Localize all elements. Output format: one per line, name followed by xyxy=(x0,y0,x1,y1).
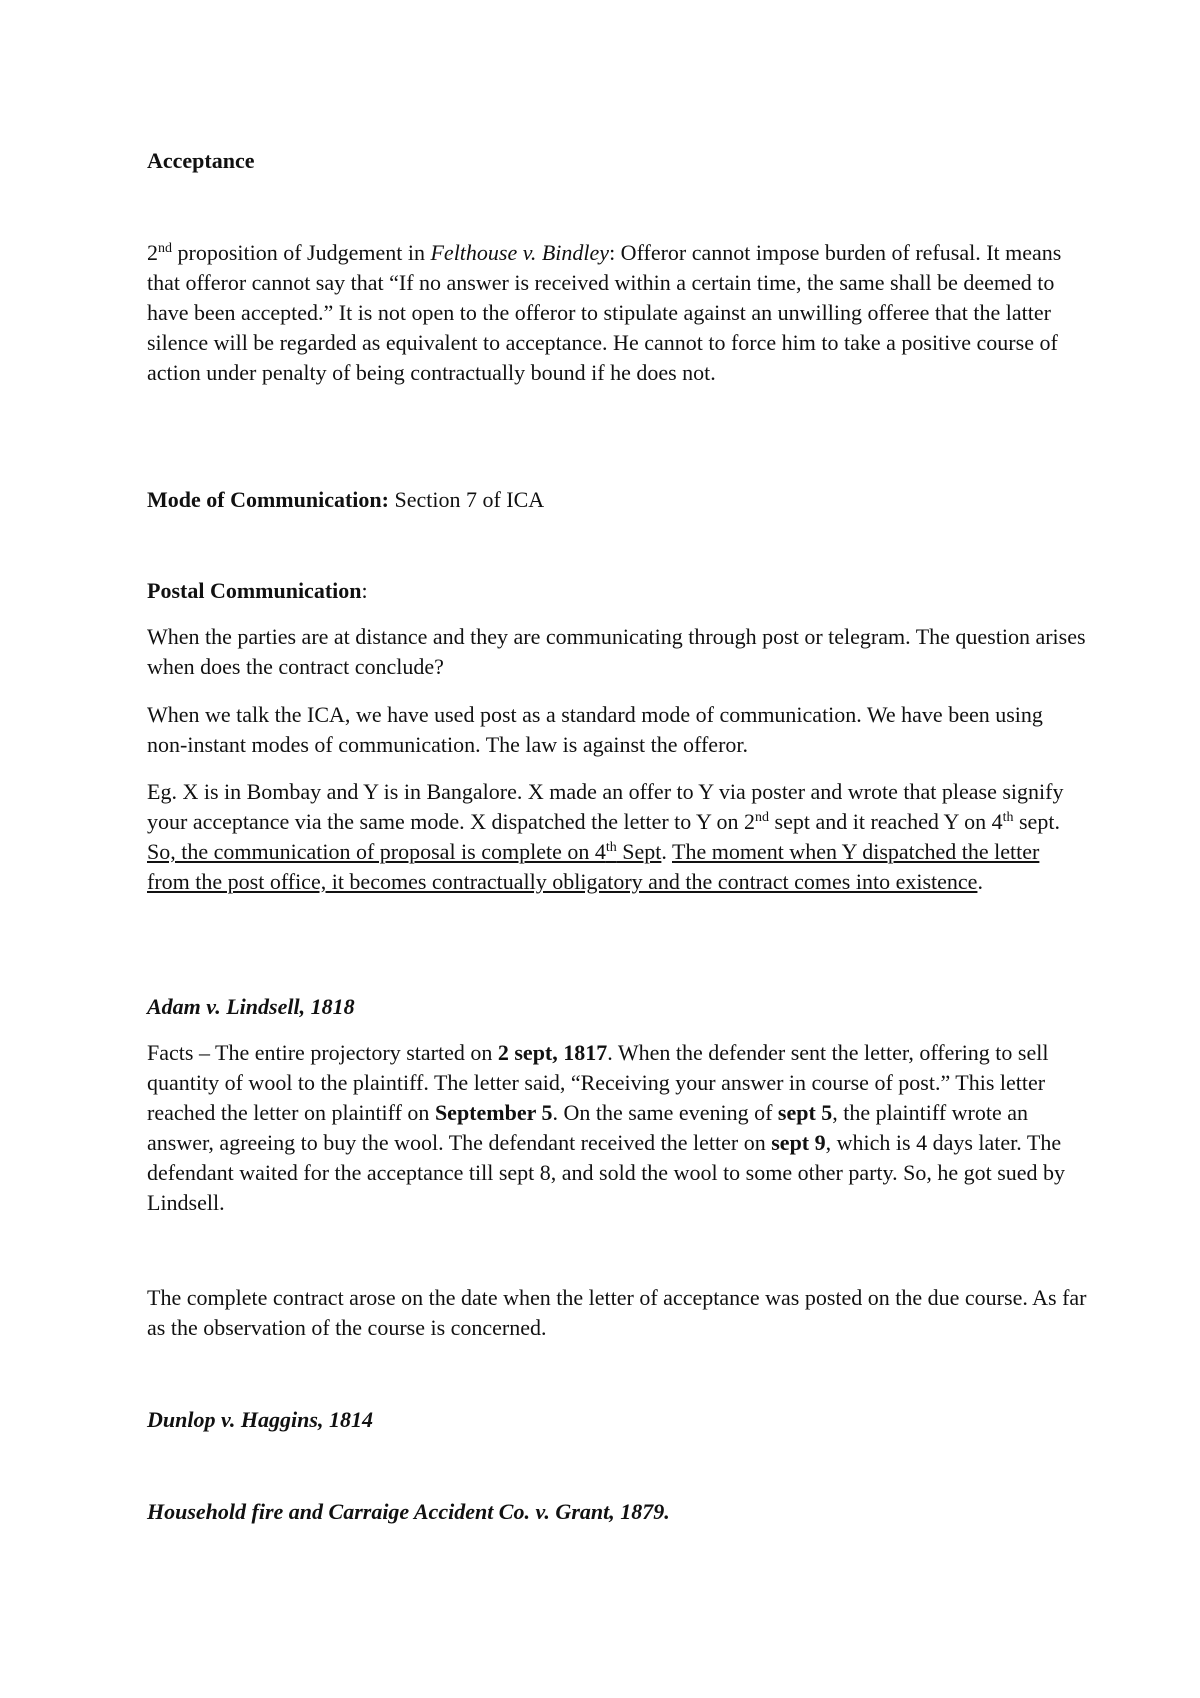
mode-of-communication: Mode of Communication: Section 7 of ICA xyxy=(147,487,545,512)
case-name: Felthouse v. Bindley xyxy=(430,240,610,265)
heading-block xyxy=(147,146,1087,176)
paragraph-ica-post: When we talk the ICA, we have used post as a standard mode of communication. We have been using non-instant modes of communication. The law is against the offeror. xyxy=(147,702,1043,757)
postal-communication-heading: Postal Communication: xyxy=(147,578,368,603)
underlined-text: So, the communication of proposal is complete on 4th Sept xyxy=(147,839,662,864)
paragraph-complete-contract: The complete contract arose on the date when the letter of acceptance was posted on the due course. As far as the observation of the course is concerned. xyxy=(147,1285,1087,1340)
case-household-fire-title: Household fire and Carraige Accident Co. v. Grant, 1879. xyxy=(147,1499,670,1524)
paragraph-felthouse: 2nd proposition of Judgement in Felthouse v. Bindley: Offeror cannot impose burden of refusal. It means that offeror cannot say that “If no answer is received within a certain time, the same shall be deemed to have been accepted.” It is not open to the offeror to stipulate against an unwilling offeree that the latter silence will be regarded as equivalent to acceptance. He cannot to force him to take a positive course of action under penalty of being contractually bound if he does not. xyxy=(147,240,1062,385)
case-adam-lindsell-title: Adam v. Lindsell, 1818 xyxy=(147,994,355,1019)
paragraph-example: Eg. X is in Bombay and Y is in Bangalore. X made an offer to Y via poster and wrote that please signify your acceptance via the same mode. X dispatched the letter to Y on 2nd sept and it reached Y on 4th sept. So, the communication of proposal is complete on 4th Sept. The moment when Y dispatched the letter from the post office, it becomes contractually obligatory and the contract comes into existence. xyxy=(147,779,1064,894)
case-dunlop-title: Dunlop v. Haggins, 1814 xyxy=(147,1407,373,1432)
section-heading: Acceptance xyxy=(147,148,255,173)
paragraph-distance: When the parties are at distance and they are communicating through post or telegram. The question arises when does the contract conclude? xyxy=(147,624,1086,679)
underlined-text: The moment when Y dispatched the letter from the post office, it becomes contractually obligatory and the contract comes into existence xyxy=(147,839,1040,894)
paragraph-facts: Facts – The entire projectory started on 2 sept, 1817. When the defender sent the letter, offering to sell quantity of wool to the plaintiff. The letter said, “Receiving your answer in course of post.” This letter reached the letter on plaintiff on September 5. On the same evening of sept 5, the plaintiff wrote an answer, agreeing to buy the wool. The defendant received the letter on sept 9, which is 4 days later. The defendant waited for the acceptance till sept 8, and sold the wool to some other party. So, he got sued by Lindsell. xyxy=(147,1040,1066,1215)
